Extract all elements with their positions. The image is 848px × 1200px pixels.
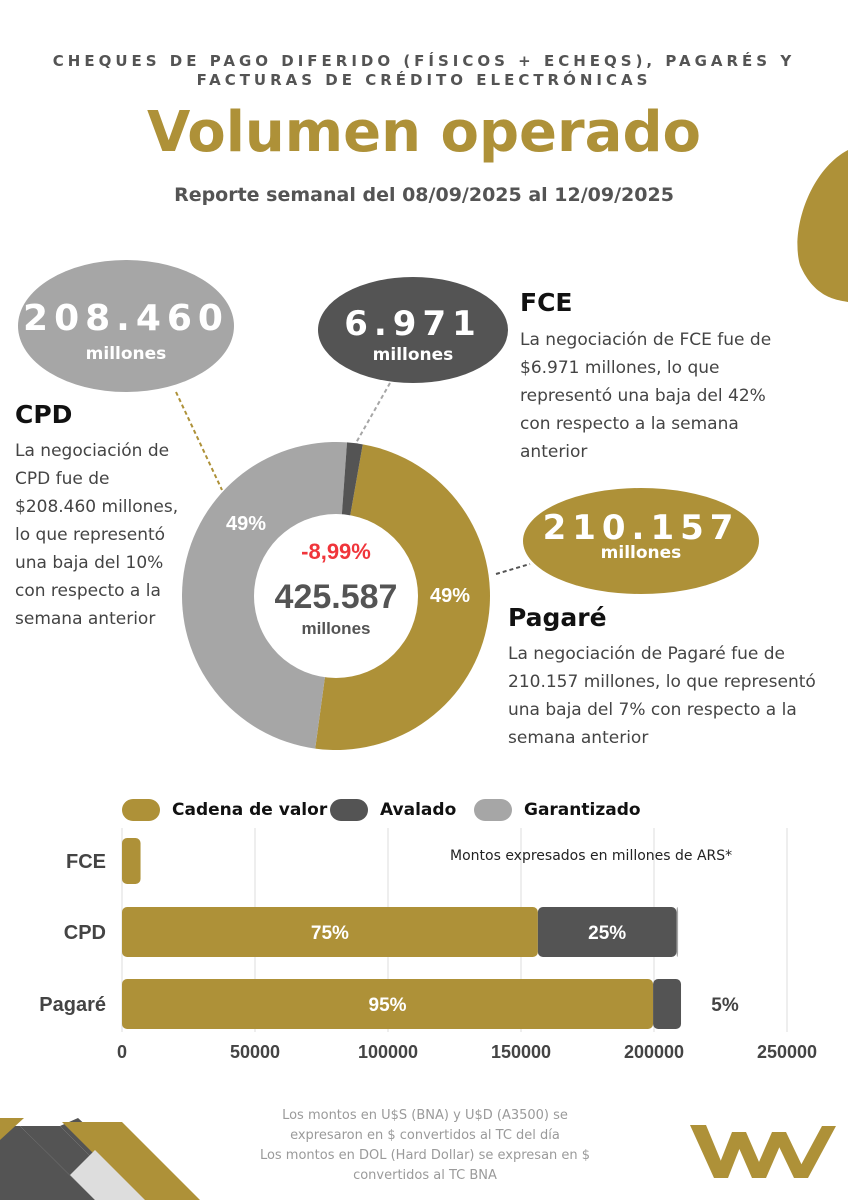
legend-swatch-dark [330,799,368,821]
pagare-bubble-unit: millones [600,543,682,563]
y-category-label: FCE [66,851,106,873]
x-tick-label: 50000 [229,1042,281,1062]
bar-fce-0 [122,838,141,884]
cpd-title: CPD [15,400,73,429]
legend-swatch-light [474,799,512,821]
report-subtitle: Reporte semanal del 08/09/2025 al 12/09/2025 [174,184,674,206]
x-tick-label: 0 [116,1042,128,1062]
legend-item-garantizado [474,798,641,822]
company-logo-icon [690,1125,836,1178]
bar-cpd-2 [677,907,679,957]
bar-value-label: 95% [368,995,407,1016]
donut-label-pagare: 49% [429,585,471,607]
x-tick-label: 250000 [756,1042,818,1062]
donut-change: -8,99% [301,539,371,564]
donut-label-cpd: 49% [225,513,267,535]
fce-title: FCE [520,288,573,317]
fce-bubble-unit: millones [372,345,454,365]
legend-label: Avalado [380,800,457,820]
fce-description: La negociación de FCE fue de $6.971 millones, lo que representó una baja del 42% con respecto a la semana anterior [520,330,772,462]
cpd-bubble-value: 208.460 [23,298,229,339]
report-supertitle: CHEQUES DE PAGO DIFERIDO (FÍSICOS + ECHEQS), PAGARÉS Y FACTURAS DE CRÉDITO ELECTRÓNICAS [52,52,796,89]
x-tick-label: 150000 [490,1042,552,1062]
bar-value-label: 75% [310,923,349,944]
cpd-bubble-unit: millones [85,344,167,364]
footnote: Los montos en U$S (BNA) y U$D (A3500) se expresaron en $ convertidos al TC del día Los montos en DOL (Hard Dollar) se expresan en $ convertidos al TC BNA [259,1108,591,1183]
bar-value-label: 5% [711,995,739,1016]
donut-total: 425.587 [274,578,398,616]
pagare-bubble-value: 210.157 [542,508,740,548]
bar-value-label: 25% [588,923,627,944]
legend-label: Garantizado [524,800,641,820]
legend-item-cadena [122,798,327,822]
y-category-label: CPD [63,922,106,944]
donut-unit: millones [301,619,371,638]
fce-connector-line [352,383,390,450]
legend-swatch-gold [122,799,160,821]
legend-label: Cadena de valor [172,800,328,820]
bar-chart [122,838,739,1029]
x-tick-label: 100000 [357,1042,419,1062]
bar-pagar-1 [653,979,681,1029]
legend-item-avalado [330,798,456,822]
cpd-description: La negociación de CPD fue de $208.460 millones, lo que representó una baja del 10% con respecto a la semana anterior [15,441,179,629]
decor-blob-top-right [797,150,848,302]
fce-bubble-value: 6.971 [344,304,482,344]
bar-chart-note: Montos expresados en millones de ARS* [450,848,733,864]
pagare-connector-line [496,564,530,574]
x-tick-label: 200000 [623,1042,685,1062]
pagare-title: Pagaré [508,603,607,632]
pagare-description: La negociación de Pagaré fue de 210.157 millones, lo que representó una baja del 7% con respecto a la semana anterior [508,644,816,748]
y-category-label: Pagaré [39,994,106,1016]
decor-stripes-bottom-left [0,1118,200,1200]
page-title: Volumen operado [146,100,701,165]
